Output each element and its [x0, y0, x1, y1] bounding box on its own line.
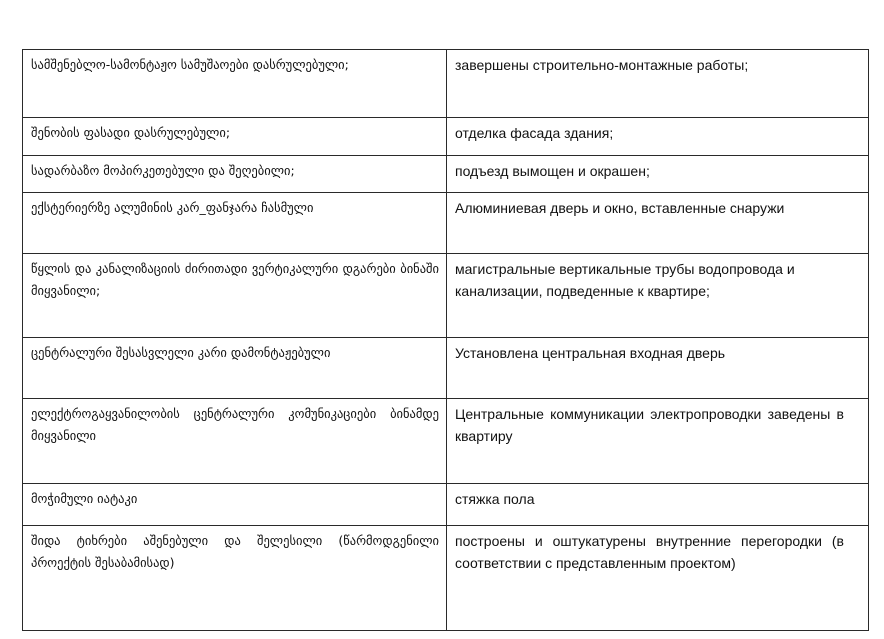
- table-cell-georgian: [23, 484, 447, 526]
- table-cell-russian: [447, 526, 869, 631]
- cell-text: Алюминиевая дверь и окно, вставленные снаружи: [455, 200, 785, 216]
- table-row: [23, 526, 869, 631]
- cell-text: магистральные вертикальные трубы водопровода и канализации, подведенные к квартире;: [455, 261, 795, 299]
- cell-text: ექსტერიერზე ალუმინის კარ_ფანჯარა ჩასმული: [31, 200, 314, 215]
- table-cell-russian: [447, 193, 869, 254]
- cell-text: завершены строительно-монтажные работы;: [455, 57, 749, 73]
- table-cell-georgian: [23, 526, 447, 631]
- table-cell-russian: [447, 484, 869, 526]
- table-row: [23, 156, 869, 193]
- table-row: [23, 50, 869, 118]
- table-row: [23, 399, 869, 484]
- cell-text: ცენტრალური შესასვლელი კარი დამონტაჟებული: [31, 345, 331, 360]
- table-cell-russian: [447, 50, 869, 118]
- table-cell-georgian: [23, 254, 447, 338]
- table-row: [23, 254, 869, 338]
- cell-text: построены и оштукатурены внутренние перегородки (в соответствии с представленным проектом): [455, 533, 844, 571]
- table-cell-georgian: [23, 338, 447, 399]
- cell-text: შიდა ტიხრები აშენებული და შელესილი (წარმოდგენილი პროექტის შესაბამისად): [31, 533, 439, 570]
- cell-text: სამშენებლო-სამონტაჟო სამუშაოები დასრულებული;: [31, 57, 349, 72]
- cell-text: стяжка пола: [455, 491, 535, 507]
- table-cell-russian: [447, 118, 869, 156]
- cell-text: отделка фасада здания;: [455, 125, 614, 141]
- cell-text: წყლის და კანალიზაციის ძირითადი ვერტიკალური დგარები ბინაში მიყვანილი;: [31, 261, 439, 298]
- cell-text: Установлена центральная входная дверь: [455, 345, 726, 361]
- table-cell-russian: [447, 399, 869, 484]
- table-cell-russian: [447, 338, 869, 399]
- cell-text: სადარბაზო მოპირკეთებული და შეღებილი;: [31, 163, 295, 178]
- cell-text: Центральные коммуникации электропроводки заведены в квартиру: [455, 406, 844, 444]
- cell-text: შენობის ფასადი დასრულებული;: [31, 125, 231, 140]
- table-cell-georgian: [23, 50, 447, 118]
- table-cell-georgian: [23, 156, 447, 193]
- table-row: [23, 338, 869, 399]
- table-row: [23, 484, 869, 526]
- table-cell-russian: [447, 254, 869, 338]
- table-cell-georgian: [23, 193, 447, 254]
- table-cell-georgian: [23, 399, 447, 484]
- specification-table: [22, 49, 869, 631]
- cell-text: ელექტროგაყვანილობის ცენტრალური კომუნიკაციები ბინამდე მიყვანილი: [31, 406, 439, 443]
- table-row: [23, 193, 869, 254]
- cell-text: подъезд вымощен и окрашен;: [455, 163, 650, 179]
- table-cell-russian: [447, 156, 869, 193]
- table-row: [23, 118, 869, 156]
- cell-text: მოჭიმული იატაკი: [31, 491, 138, 506]
- table-cell-georgian: [23, 118, 447, 156]
